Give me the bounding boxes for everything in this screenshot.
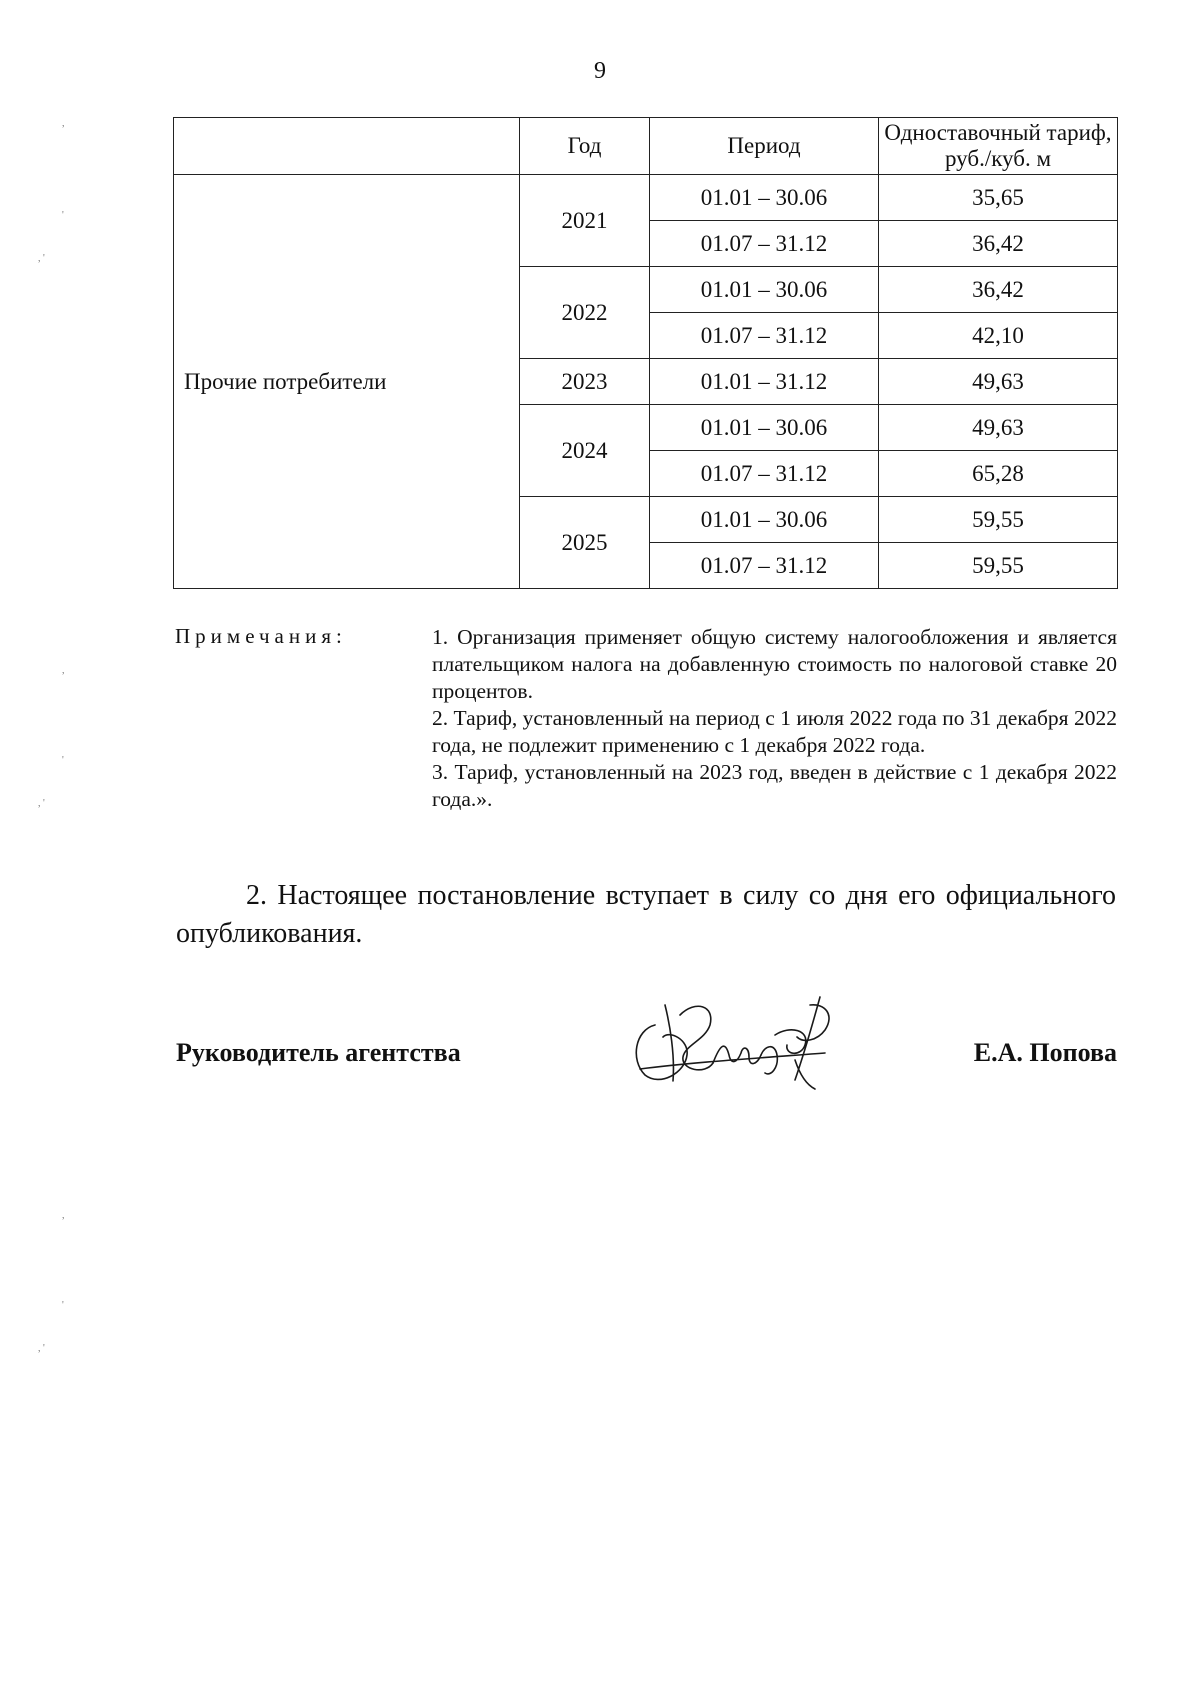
scan-speck: , ': [38, 798, 45, 809]
header-period: Период: [650, 118, 879, 175]
period-cell: 01.07 – 31.12: [650, 451, 879, 497]
scan-speck: ,: [62, 665, 65, 676]
period-cell: 01.07 – 31.12: [650, 543, 879, 589]
period-cell: 01.07 – 31.12: [650, 313, 879, 359]
year-cell: 2021: [520, 175, 650, 267]
scan-speck: ': [62, 1300, 64, 1311]
tariff-cell: 49,63: [879, 405, 1118, 451]
notes-label: Примечания:: [175, 624, 347, 648]
tariff-cell: 35,65: [879, 175, 1118, 221]
tariff-cell: 36,42: [879, 221, 1118, 267]
year-cell: 2025: [520, 497, 650, 589]
year-cell: 2023: [520, 359, 650, 405]
scan-speck: ,: [62, 1210, 65, 1221]
signer-name: Е.А. Попова: [973, 1038, 1117, 1067]
period-cell: 01.01 – 30.06: [650, 267, 879, 313]
scan-speck: , ': [38, 1343, 45, 1354]
year-cell: 2024: [520, 405, 650, 497]
note-item: 2. Тариф, установленный на период с 1 июля 2022 года по 31 декабря 2022 года, не подлежит применению с 1 декабря 2022 года.: [432, 706, 1117, 757]
scan-speck: ': [62, 210, 64, 221]
tariff-table: [173, 117, 1118, 589]
header-year: Год: [520, 118, 650, 175]
signer-title: Руководитель агентства: [176, 1038, 461, 1067]
tariff-cell: 65,28: [879, 451, 1118, 497]
handwritten-signature: [625, 985, 855, 1095]
tariff-cell: 59,55: [879, 497, 1118, 543]
scan-speck: ': [62, 755, 64, 766]
table-row: [174, 175, 1118, 221]
note-item: 3. Тариф, установленный на 2023 год, введен в действие с 1 декабря 2022 года.».: [432, 760, 1117, 811]
period-cell: 01.01 – 31.12: [650, 359, 879, 405]
period-cell: 01.01 – 30.06: [650, 405, 879, 451]
scan-speck: , ': [38, 253, 45, 264]
resolution-paragraph: 2. Настоящее постановление вступает в силу со дня его официального опубликования.: [176, 880, 1116, 949]
note-item: 1. Организация применяет общую систему налогообложения и является плательщиком налога на добавленную стоимость по налоговой ставке 20 процентов.: [432, 625, 1117, 703]
tariff-cell: 49,63: [879, 359, 1118, 405]
header-tariff-line1: Одноставочный тариф,: [884, 120, 1112, 146]
tariff-cell: 36,42: [879, 267, 1118, 313]
notes-list: [432, 624, 1117, 813]
header-tariff: [879, 118, 1118, 175]
period-cell: 01.01 – 30.06: [650, 175, 879, 221]
year-cell: 2022: [520, 267, 650, 359]
period-cell: 01.01 – 30.06: [650, 497, 879, 543]
header-tariff-line2: руб./куб. м: [944, 146, 1052, 171]
consumer-cell: Прочие потребители: [174, 175, 520, 589]
period-cell: 01.07 – 31.12: [650, 221, 879, 267]
tariff-cell: 42,10: [879, 313, 1118, 359]
scan-speck: ,: [62, 118, 65, 129]
table-header-row: [174, 118, 1118, 175]
tariff-cell: 59,55: [879, 543, 1118, 589]
header-consumer: [174, 118, 520, 175]
page-number: 9: [594, 58, 606, 84]
